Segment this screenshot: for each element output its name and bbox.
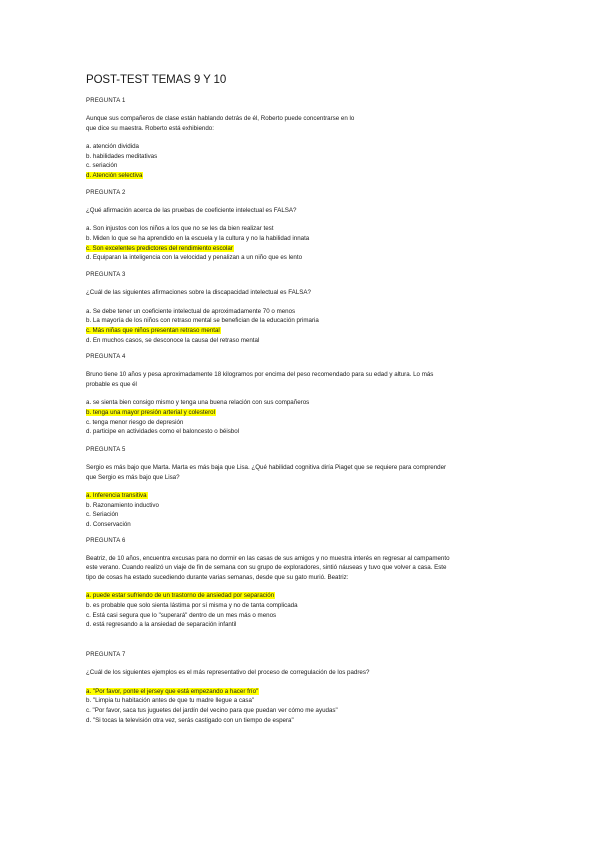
document-title: POST-TEST TEMAS 9 Y 10 xyxy=(86,74,227,86)
answer-option xyxy=(86,316,526,326)
question-label: PREGUNTA 6 xyxy=(86,537,126,544)
answer-option-correct xyxy=(86,244,526,254)
question-label: PREGUNTA 5 xyxy=(86,447,126,453)
answer-option xyxy=(86,161,526,171)
answer-option-text: d. "Si tocas la televisión otra vez, serás castigado con un tiempo de espera" xyxy=(86,716,294,724)
answer-option-text: a. atención dividida xyxy=(86,143,139,150)
question-text-line: ¿Cuál de los siguientes ejemplos es el más representativo del proceso de corregulación de los padres? xyxy=(86,669,370,676)
question-text-line: Sergio es más bajo que Marta. Marta es más baja que Lisa. ¿Qué habilidad cognitiva diría Piaget que se requiere para comprender xyxy=(86,464,447,471)
answer-option-text: b. "Limpia tu habitación antes de que tu madre llegue a casa" xyxy=(86,697,255,705)
question-text-line: que dice su maestra. Roberto está exhibiendo: xyxy=(86,124,214,132)
answer-option-text: d. participe en actividades como el baloncesto o béisbol xyxy=(86,428,240,436)
answer-option xyxy=(86,611,526,621)
answer-option xyxy=(86,501,526,511)
answer-option xyxy=(86,520,526,530)
question-text xyxy=(86,288,526,298)
answer-option-text: d. está regresando a la ansiedad de separación infantil xyxy=(86,621,237,629)
question-text-line: probable es que él xyxy=(86,380,137,388)
answer-option-text: d. Equiparan la inteligencia con la velocidad y penalizan a un niño que es lento xyxy=(86,254,303,262)
answer-option-correct xyxy=(86,326,526,336)
answer-option-correct xyxy=(86,171,526,181)
answer-option-text: c. tenga menor riesgo de depresión xyxy=(86,418,184,426)
question-text xyxy=(86,554,526,583)
answer-option-text: a. se sienta bien consigo mismo y tenga una buena relación con sus compañeros xyxy=(86,399,310,407)
answer-option xyxy=(86,336,526,346)
question-text-line: Bruno tiene 10 años y pesa aproximadamente 18 kilogramos por encima del peso recomendado para su edad y altura. Lo más xyxy=(86,371,434,379)
answer-option-text: d. En muchos casos, se desconoce la causa del retraso mental xyxy=(86,336,260,344)
answer-option xyxy=(86,142,526,152)
answer-option-text: a. Se debe tener un coeficiente intelectual de aproximadamente 70 o menos xyxy=(86,307,296,315)
answer-option-text: b. es probable que solo sienta lástima por sí misma y no de tanta complicada xyxy=(86,601,298,609)
question-text xyxy=(86,463,526,482)
answer-option xyxy=(86,398,526,408)
answer-option-text: b. Miden lo que se ha aprendido en la escuela y la cultura y no la habilidad innata xyxy=(86,234,310,242)
question-text xyxy=(86,206,526,216)
question-block xyxy=(86,538,526,630)
question-block xyxy=(86,652,526,725)
answer-option-text: c. Está casi segura que lo "superará" dentro de un mes más o menos xyxy=(86,611,277,619)
question-label: PREGUNTA 4 xyxy=(86,354,126,361)
answer-option-text: a. Inferencia transitiva xyxy=(86,492,147,499)
question-text xyxy=(86,370,526,389)
answer-option xyxy=(86,418,526,428)
answer-option-text: c. Seriación xyxy=(86,511,119,519)
answer-option-correct xyxy=(86,591,526,601)
question-block xyxy=(86,190,526,263)
answer-option-text: b. La mayoría de los niños con retraso mental se benefician de la educación primaria xyxy=(86,317,319,325)
answer-option-text: b. habilidades meditativas xyxy=(86,152,158,160)
question-label: PREGUNTA 1 xyxy=(86,98,126,104)
answer-option-text: d. Conservación xyxy=(86,521,131,529)
question-label: PREGUNTA 2 xyxy=(86,189,126,196)
answer-options xyxy=(86,142,526,181)
answer-option xyxy=(86,152,526,162)
question-block xyxy=(86,272,526,345)
answer-option xyxy=(86,234,526,244)
answer-option xyxy=(86,696,526,706)
answer-options xyxy=(86,491,526,530)
question-list xyxy=(86,98,526,725)
question-text xyxy=(86,668,526,678)
answer-option xyxy=(86,706,526,716)
question-block xyxy=(86,447,526,530)
answer-option-correct xyxy=(86,491,526,501)
answer-options xyxy=(86,591,526,630)
answer-option xyxy=(86,510,526,520)
answer-option-correct xyxy=(86,687,526,697)
answer-option-text: b. Razonamiento inductivo xyxy=(86,501,159,509)
answer-option xyxy=(86,427,526,437)
answer-option xyxy=(86,224,526,234)
question-text-line: Beatriz, de 10 años, encuentra excusas para no dormir en las casas de sus amigos y no muestra interés en regresar al campamento xyxy=(86,554,450,562)
answer-option-text: c. Son excelentes predictores del rendimiento escolar xyxy=(86,244,233,252)
answer-option xyxy=(86,253,526,263)
question-text-line: ¿Qué afirmación acerca de las pruebas de coeficiente intelectual es FALSA? xyxy=(86,206,297,214)
question-text-line: tipo de cosas ha estado sucediendo durante varias semanas, desde que su gato murió. Beatriz: xyxy=(86,573,349,581)
answer-option-text: a. Son injustos con los niños a los que no se les da bien realizar test xyxy=(86,225,274,233)
answer-options xyxy=(86,687,526,726)
answer-option-correct xyxy=(86,408,526,418)
question-text-line: Aunque sus compañeros de clase están hablando detrás de él, Roberto puede concentrarse en lo xyxy=(86,115,355,122)
question-block xyxy=(86,98,526,181)
answer-option-text: a. puede estar sufriendo de un trastorno de ansiedad por separación xyxy=(86,592,275,600)
question-text-line: este verano. Cuando realizó un viaje de fin de semana con su grupo de exploradores, sintió náuseas y tuvo que volver a casa. Este xyxy=(86,564,447,572)
answer-options xyxy=(86,224,526,263)
question-block xyxy=(86,354,526,437)
answer-option-text: c. Más niñas que niños presentan retraso mental xyxy=(86,326,220,334)
question-label: PREGUNTA 3 xyxy=(86,272,126,278)
answer-option-text: b. tenga una mayor presión arterial y colesterol xyxy=(86,408,215,416)
answer-option-text: a. "Por favor, ponte el jersey que está empezando a hacer frío" xyxy=(86,687,259,695)
document-page xyxy=(86,74,526,725)
answer-option xyxy=(86,307,526,317)
answer-option-text: c. seriación xyxy=(86,162,118,170)
answer-options xyxy=(86,398,526,437)
answer-option xyxy=(86,620,526,630)
answer-option xyxy=(86,601,526,611)
question-label: PREGUNTA 7 xyxy=(86,652,126,658)
question-text-line: que Sergio es más bajo que Lisa? xyxy=(86,473,180,481)
answer-option-text: c. "Por favor, saca tus juguetes del jardín del vecino para que puedan ver cómo me ayudas" xyxy=(86,706,338,714)
question-text xyxy=(86,114,526,133)
answer-options xyxy=(86,307,526,346)
question-text-line: ¿Cuál de las siguientes afirmaciones sobre la discapacidad intelectual es FALSA? xyxy=(86,289,311,296)
answer-option xyxy=(86,716,526,726)
answer-option-text: d. Atención selectiva xyxy=(86,172,143,180)
